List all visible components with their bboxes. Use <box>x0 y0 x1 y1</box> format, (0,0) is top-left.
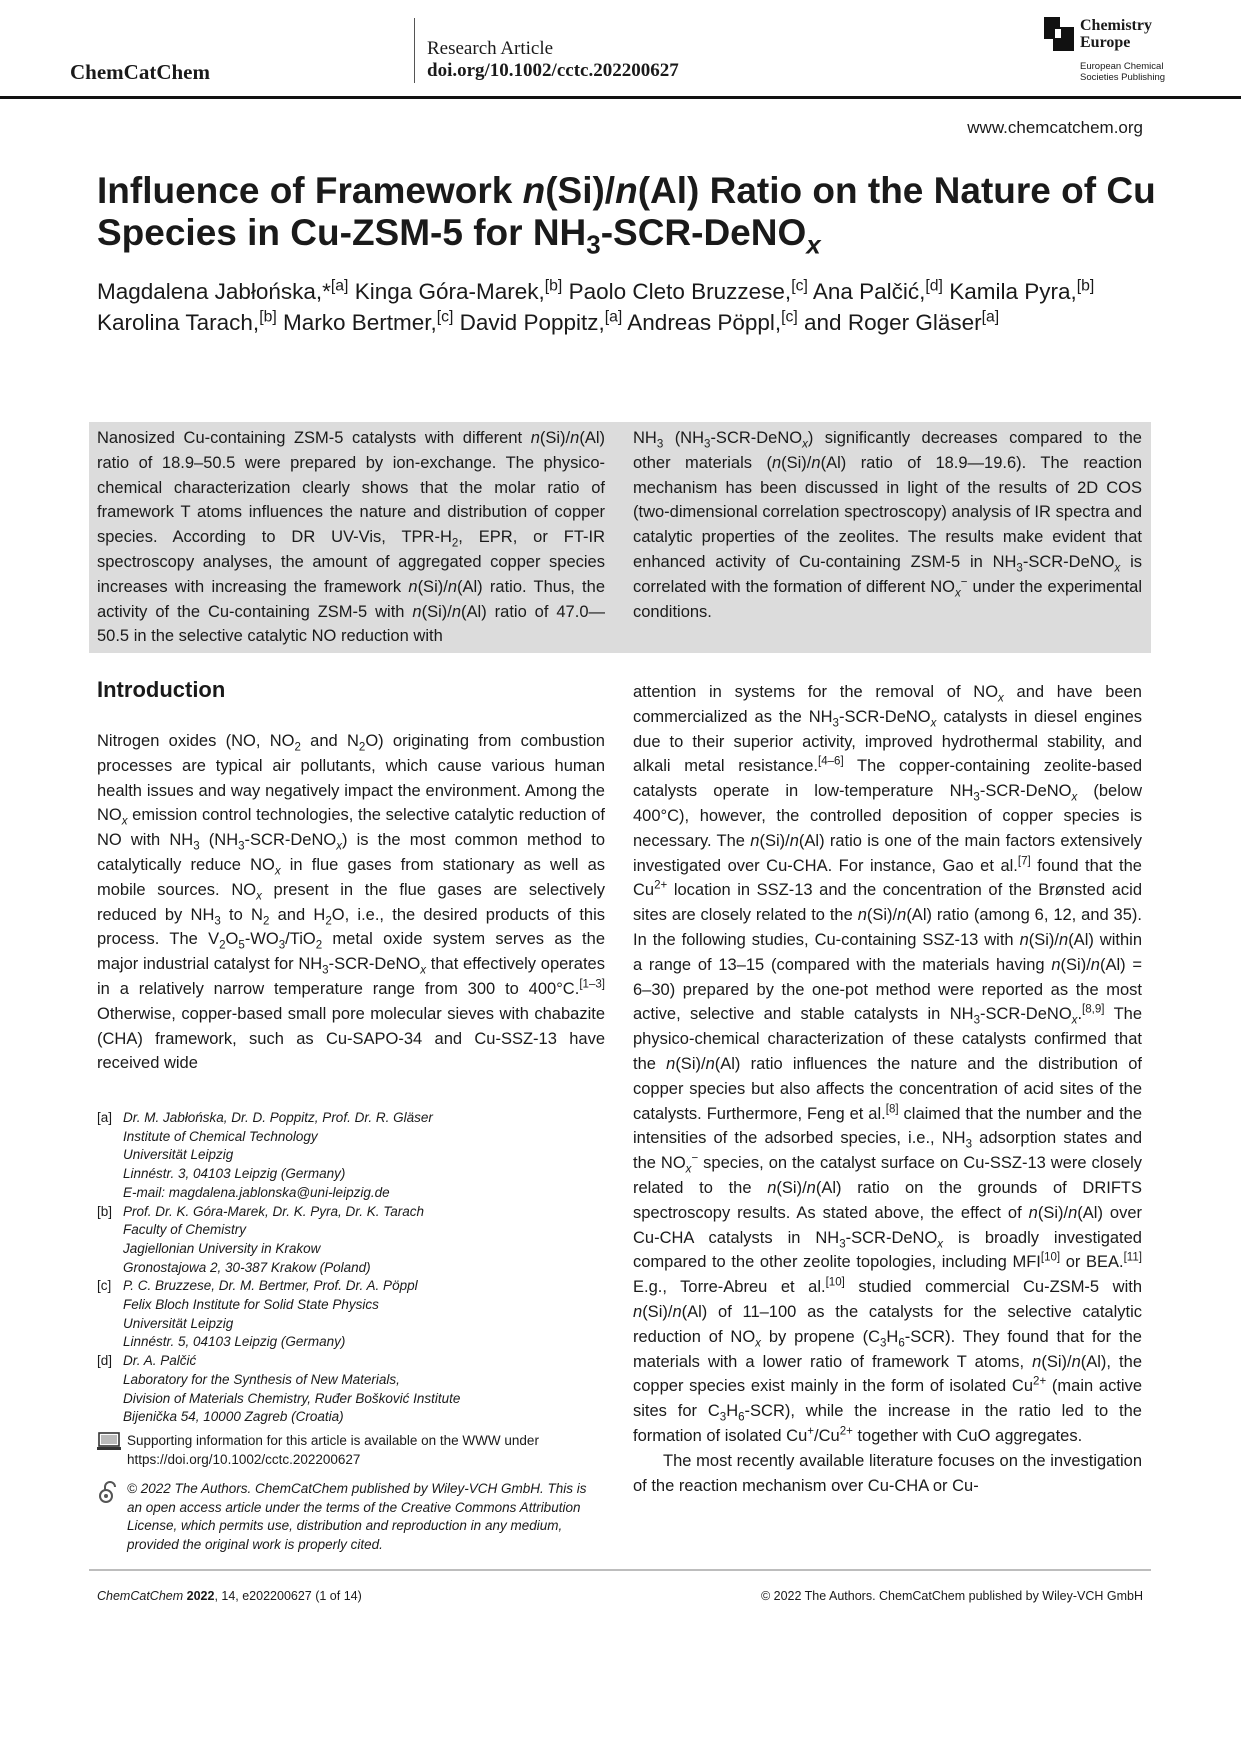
affiliation-line: Dr. M. Jabłońska, Dr. D. Poppitz, Prof. Dr. R. Gläser <box>123 1110 433 1125</box>
footer-rule <box>89 1569 1151 1571</box>
inline-text: 6 <box>738 1411 745 1424</box>
open-access-icon <box>97 1480 121 1504</box>
affiliation-line: Gronostajowa 2, 30-387 Krakow (Poland) <box>123 1259 371 1275</box>
affiliation-text <box>123 1277 418 1352</box>
publisher-line1: Chemistry <box>1080 17 1152 34</box>
inline-text: x <box>256 890 262 903</box>
abstract-right-column: $NH_3$ $(NH_3-SCR-DeNO_x)$ significantly decreases compared to the other materials (n(Si)/n(Al) ratio of 18.9—19.6). The reaction mechanism has been discussed in light of the results of 2D COS (two-dimensional correlation spectroscopy) analysis of IR spectra and catalytic properties of the zeolites. The results make evident that enhanced activity of Cu-containing ZSM-5 in $NH_3-SCR-DeNO_x$ is correlated with the formation of different $NO_x^-$ under the experimental conditions. <box>633 429 1143 621</box>
author-affiliation-tag: [b] <box>1076 277 1095 295</box>
body-right-column <box>633 680 1142 1498</box>
inline-text: [8] <box>885 1103 899 1116</box>
title-part: 3 <box>586 231 601 260</box>
header-rule <box>0 96 1241 99</box>
inline-text: 3 <box>322 964 329 977</box>
inline-text: n <box>771 453 782 472</box>
inline-text: n <box>811 453 821 472</box>
affiliation-tag: [d] <box>97 1353 113 1369</box>
inline-text: n <box>412 602 422 621</box>
affiliation-tag: [a] <box>97 1110 113 1125</box>
inline-text: 3 <box>656 438 664 451</box>
supporting-info-text: Supporting information for this article is available on the WWW under https://doi.org/10.1002/cctc.202200627 <box>127 1433 539 1467</box>
footer-journal: ChemCatChem <box>97 1589 184 1603</box>
publisher-sub2: Societies Publishing <box>1080 72 1166 83</box>
license-text: © 2022 The Authors. ChemCatChem published by Wiley-VCH GmbH. This is an open access article under the terms of the Creative Commons Attribution License, which permits use, distribution and reproduction in any medium, provided the original work is properly cited. <box>127 1481 587 1553</box>
inline-text: n <box>447 577 457 596</box>
inline-text: x <box>998 692 1004 705</box>
affiliations <box>97 1109 605 1427</box>
affiliation-item <box>97 1352 605 1427</box>
title-part: (Al) Ratio on the Nature of Cu Species in Cu-ZSM-5 for NH <box>97 170 1156 253</box>
inline-text: 3 <box>704 438 711 451</box>
affiliation-tag: [c] <box>97 1278 112 1294</box>
author: Roger Gläser[a] <box>847 308 1000 335</box>
journal-name: ChemCatChem <box>70 60 210 84</box>
inline-text: 3 <box>839 1237 846 1250</box>
inline-text: n <box>806 1178 816 1197</box>
affiliation-line: P. C. Bruzzese, Dr. M. Bertmer, Prof. Dr. A. Pöppl <box>123 1278 418 1294</box>
abstract-left-column: Nanosized Cu-containing ZSM-5 catalysts with different n(Si)/n(Al) ratio of 18.9–50.5 were prepared by ion-exchange. The physico-chemical characterization clearly shows that the molar ratio of framework T atoms influences the nature and distribution of copper species. According to DR UV-Vis, TPR-$H_2$, EPR, or FT-IR spectroscopy analyses, the amount of aggregated copper species increases with increasing the framework n(Si)/n(Al) ratio. Thus, the activity of the Cu-containing ZSM-5 with n(Si)/n(Al) ratio of 47.0—50.5 in the selective catalytic NO reduction with <box>97 429 605 646</box>
inline-text: 2+ <box>654 879 668 892</box>
inline-text: n <box>857 906 867 925</box>
affiliation-line: Laboratory for the Synthesis of New Materials, <box>123 1371 400 1387</box>
author: David Poppitz,[a] <box>459 308 623 335</box>
inline-text: x <box>937 1237 944 1250</box>
affiliation-line: Universität Leipzig <box>123 1315 234 1331</box>
footer-citation-rest: , 14, e202200627 (1 of 14) <box>214 1589 362 1603</box>
inline-text: n <box>1068 1203 1078 1222</box>
author-affiliation-tag: [d] <box>925 277 943 295</box>
affiliation-line: Division of Materials Chemistry, Ruđer Bošković Institute <box>123 1390 461 1406</box>
inline-text: 3 <box>1016 562 1023 575</box>
inline-text: 2 <box>325 914 332 927</box>
author: Marko Bertmer,[c] <box>282 308 454 335</box>
publisher-sub1: European Chemical <box>1080 61 1164 72</box>
inline-text: [10] <box>825 1276 845 1289</box>
title-part: n <box>615 170 638 211</box>
inline-text: n <box>750 831 760 850</box>
inline-text: 3 <box>965 1138 973 1151</box>
header-divider <box>414 18 415 83</box>
inline-text: x <box>685 1163 692 1176</box>
affiliation-line: Linnéstr. 5, 04103 Leipzig (Germany) <box>123 1334 346 1350</box>
author-affiliation-tag: [c] <box>436 308 454 326</box>
inline-text: 2 <box>451 537 459 550</box>
inline-text: 3 <box>973 1014 980 1027</box>
affiliation-text <box>123 1109 433 1203</box>
inline-text: + <box>807 1425 815 1438</box>
inline-text: n <box>897 906 907 925</box>
author-affiliation-tag: [a] <box>981 308 1000 326</box>
inline-text: 3 <box>238 840 245 853</box>
inline-text: n <box>789 831 799 850</box>
inline-text: 3 <box>832 717 839 730</box>
inline-text: x <box>930 717 937 730</box>
author-affiliation-tag: [a] <box>604 308 623 326</box>
journal-website[interactable]: www.chemcatchem.org <box>967 118 1143 137</box>
affiliation-line: Prof. Dr. K. Góra-Marek, Dr. K. Pyra, Dr. K. Tarach <box>123 1203 425 1219</box>
inline-text: x <box>1071 791 1078 804</box>
author-affiliation-tag: [a] <box>330 277 349 295</box>
inline-text: x <box>755 1337 761 1350</box>
affiliation-line: Bijenička 54, 10000 Zagreb (Croatia) <box>123 1409 344 1425</box>
chemistry-europe-logo-icon <box>1044 17 1074 51</box>
inline-text: 2+ <box>839 1425 853 1438</box>
author: Karolina Tarach,[b] <box>97 308 277 335</box>
inline-text: n <box>570 429 580 447</box>
affiliation-line: Dr. A. Palčić <box>123 1353 197 1369</box>
inline-text: n <box>1059 930 1069 949</box>
inline-text: n <box>408 577 418 596</box>
inline-text: x <box>420 964 427 977</box>
author-affiliation-tag: [b] <box>544 277 563 295</box>
author-affiliation-tag: [b] <box>259 308 277 326</box>
author: Ana Palčić,[d] <box>812 277 943 304</box>
publisher-subtitle <box>1080 61 1165 83</box>
affiliation-line: Faculty of Chemistry <box>123 1222 247 1238</box>
publisher-line2: Europe <box>1080 34 1131 51</box>
inline-text: n <box>767 1178 777 1197</box>
doi-link[interactable]: doi.org/10.1002/cctc.202200627 <box>427 60 679 81</box>
affiliation-item <box>97 1109 605 1203</box>
inline-text: 3 <box>193 840 200 853</box>
inline-text: [4–6] <box>817 755 844 768</box>
inline-text: n <box>666 1054 676 1073</box>
supporting-info-note <box>97 1432 605 1469</box>
inline-text: x <box>274 865 281 878</box>
inline-text: − <box>691 1152 699 1165</box>
title-part: Influence of Framework <box>97 170 523 211</box>
inline-text: 5 <box>238 939 245 952</box>
paragraph: attention in systems for the removal of $NO_x$ and have been commercialized as the $NH_3-SCR-DeNO_x$ catalysts in diesel engines due to their superior activity, improved hydrothermal stability, and alkali metal resistance.[4–6] The copper-containing zeolite-based catalysts operate in low-temperature $NH_3-SCR-DeNO_x$ (below 400°C), however, the controlled deposition of copper species is necessary. The n(Si)/n(Al) ratio is one of the main factors extensively investigated over Cu-CHA. For instance, Gao et al.[7] found that the $Cu^{2+}$ location in SSZ-13 and the concentration of the Brønsted acid sites are closely related to the n(Si)/n(Al) ratio (among 6, 12, and 35). In the following studies, Cu-containing SSZ-13 with n(Si)/n(Al) within a range of 13–15 (compared with the materials having n(Si)/n(Al) = 6–30) prepared by the one-pot method were reported as the most active, selective and stable catalysts in $NH_3-SCR-DeNO_x.[8,9]$ The physico-chemical characterization of these catalysts confirmed that the n(Si)/n(Al) ratio influences the nature and the distribution of copper species but also affects the concentration of acid sites of the catalysts. Furthermore, Feng et al.[8] claimed that the number and the intensities of the adsorbed species, i.e., $NH_3$ adsorption states and the $NO_x^-$ species, on the catalyst surface on Cu-SSZ-13 were closely related to the n(Si)/n(Al) ratio on the grounds of DRIFTS spectroscopy results. As stated above, the effect of n(Si)/n(Al) over Cu-CHA catalysts in $NH_3-SCR-DeNO_x$ is broadly investigated compared to the other zeolite topologies, including MFI[10] or BEA.[11] E.g., Torre-Abreu et al.[10] studied commercial Cu-ZSM-5 with n(Si)/n(Al) of 11–100 as the catalysts for the selective catalytic reduction of $NO_x$ by propene $(C_3H_6-SCR)$. They found that for the materials with a lower ratio of framework T atoms, n(Si)/n(Al), the copper species exist mainly in the form of isolated $Cu^{2+}$ (main active sites for $C_3H_6-SCR$), while the increase in the ratio led to the formation of isolated $Cu^+/Cu^{2+}$ together with CuO aggregates. <box>633 683 1143 1445</box>
affiliation-line: Jagiellonian University in Krakow <box>123 1240 321 1256</box>
affiliation-line: Linnéstr. 3, 04103 Leipzig (Germany) <box>123 1166 346 1182</box>
affiliation-tag: [b] <box>97 1203 113 1219</box>
inline-text: 3 <box>214 914 221 927</box>
author-list: Magdalena Jabłońska,*[a] Kinga Góra-Marek,[b] Paolo Cleto Bruzzese,[c] Ana Palčić,[d] Kamila Pyra,[b] Karolina Tarach,[b] Marko Bertmer,[c] David Poppitz,[a] Andreas Pöppl,[c] and Roger Gläser[a] <box>97 277 1095 335</box>
inline-text: n <box>672 1302 682 1321</box>
article-type: Research Article <box>427 38 554 59</box>
affiliation-item <box>97 1277 605 1352</box>
inline-text: 2 <box>262 914 270 927</box>
inline-text: 3 <box>880 1337 887 1350</box>
inline-text: n <box>1090 955 1100 974</box>
inline-text: x <box>1114 562 1121 575</box>
author: Paolo Cleto Bruzzese,[c] <box>568 277 808 304</box>
inline-text: [11] <box>1123 1251 1142 1264</box>
author-affiliation-tag: [c] <box>781 308 798 326</box>
license-note <box>97 1480 605 1555</box>
author-affiliation-tag: [c] <box>791 277 808 295</box>
title-part: x <box>806 231 821 260</box>
affiliation-item <box>97 1203 605 1278</box>
inline-text: n <box>705 1054 715 1073</box>
publisher-name <box>1080 17 1152 51</box>
computer-icon <box>97 1432 121 1452</box>
article-title <box>97 170 1157 260</box>
author: Andreas Pöppl,[c] <box>627 308 798 335</box>
inline-text: 3 <box>719 1411 727 1424</box>
inline-text: n <box>1032 1352 1042 1371</box>
inline-text: 3 <box>973 791 980 804</box>
inline-text: x <box>1071 1014 1078 1027</box>
body-left-column: Nitrogen oxides (NO, $NO_2$ and $N_2O$) originating from combustion processes are typical air pollutants, which cause various human health issues and way negatively impact the environment. Among the $NO_x$ emission control technologies, the selective catalytic reduction of NO with $NH_3$ $(NH_3-SCR-DeNO_x)$ is the most common method to catalytically reduce $NO_x$ in flue gases from stationary as well as mobile sources. $NO_x$ present in the flue gases are selectively reduced by $NH_3$ to $N_2$ and $H_2O$, i.e., the desired products of this process. The $V_2O_5-WO_3/TiO_2$ metal oxide system serves as the major industrial catalyst for $NH_3-SCR-DeNO_x$ that effectively operates in a relatively narrow temperature range from 300 to 400°C.[1–3] Otherwise, copper-based small pore molecular sieves with chabazite (CHA) framework, such as Cu-SAPO-34 and Cu-SSZ-13 have received wide <box>97 732 605 1073</box>
author: Magdalena Jabłońska,*[a] <box>97 277 349 304</box>
inline-text: 2 <box>219 939 226 952</box>
inline-text: 3 <box>278 939 286 952</box>
inline-text: x <box>955 587 961 600</box>
title-part: -SCR-DeNO <box>600 212 807 253</box>
inline-text: [8,9] <box>1082 1003 1105 1016</box>
inline-text: n <box>633 1302 643 1321</box>
inline-text: x <box>121 815 128 828</box>
inline-text: 2+ <box>1033 1375 1047 1388</box>
inline-text: [7] <box>1017 855 1031 868</box>
inline-text: x <box>802 438 808 451</box>
inline-text: n <box>1051 955 1061 974</box>
inline-text: 2 <box>294 741 301 754</box>
affiliation-line: Institute of Chemical Technology <box>123 1128 318 1144</box>
inline-text: n <box>451 602 462 621</box>
footer-year: 2022 <box>186 1589 215 1603</box>
section-heading: Introduction <box>97 677 226 702</box>
paragraph: The most recently available literature focuses on the investigation of the reaction mechanism over Cu-CHA or Cu- <box>633 1451 1142 1495</box>
affiliation-line: Universität Leipzig <box>123 1147 234 1163</box>
inline-text: 2 <box>315 939 323 952</box>
author: Kinga Góra-Marek,[b] <box>354 277 563 304</box>
title-part: n <box>522 170 546 211</box>
affiliation-text <box>123 1352 460 1427</box>
inline-text: 6 <box>898 1337 905 1350</box>
inline-text: [10] <box>1040 1251 1061 1264</box>
footer-copyright: © 2022 The Authors. ChemCatChem published by Wiley-VCH GmbH <box>760 1589 1143 1603</box>
footer-citation <box>97 1589 362 1603</box>
inline-text: x <box>336 840 342 853</box>
inline-text: n <box>1019 930 1029 949</box>
inline-text: n <box>530 429 540 447</box>
inline-text: n <box>1028 1203 1038 1222</box>
affiliation-line: E-mail: magdalena.jablonska@uni-leipzig.de <box>123 1184 390 1200</box>
title-part: (Si)/ <box>545 170 616 211</box>
affiliation-text <box>123 1203 424 1278</box>
inline-text: [1–3] <box>579 978 605 991</box>
inline-text: 2 <box>358 741 366 754</box>
affiliation-line: Felix Bloch Institute for Solid State Physics <box>123 1297 379 1313</box>
inline-text: − <box>960 576 968 589</box>
inline-text: n <box>1071 1352 1081 1371</box>
author: Kamila Pyra,[b] <box>949 277 1095 304</box>
